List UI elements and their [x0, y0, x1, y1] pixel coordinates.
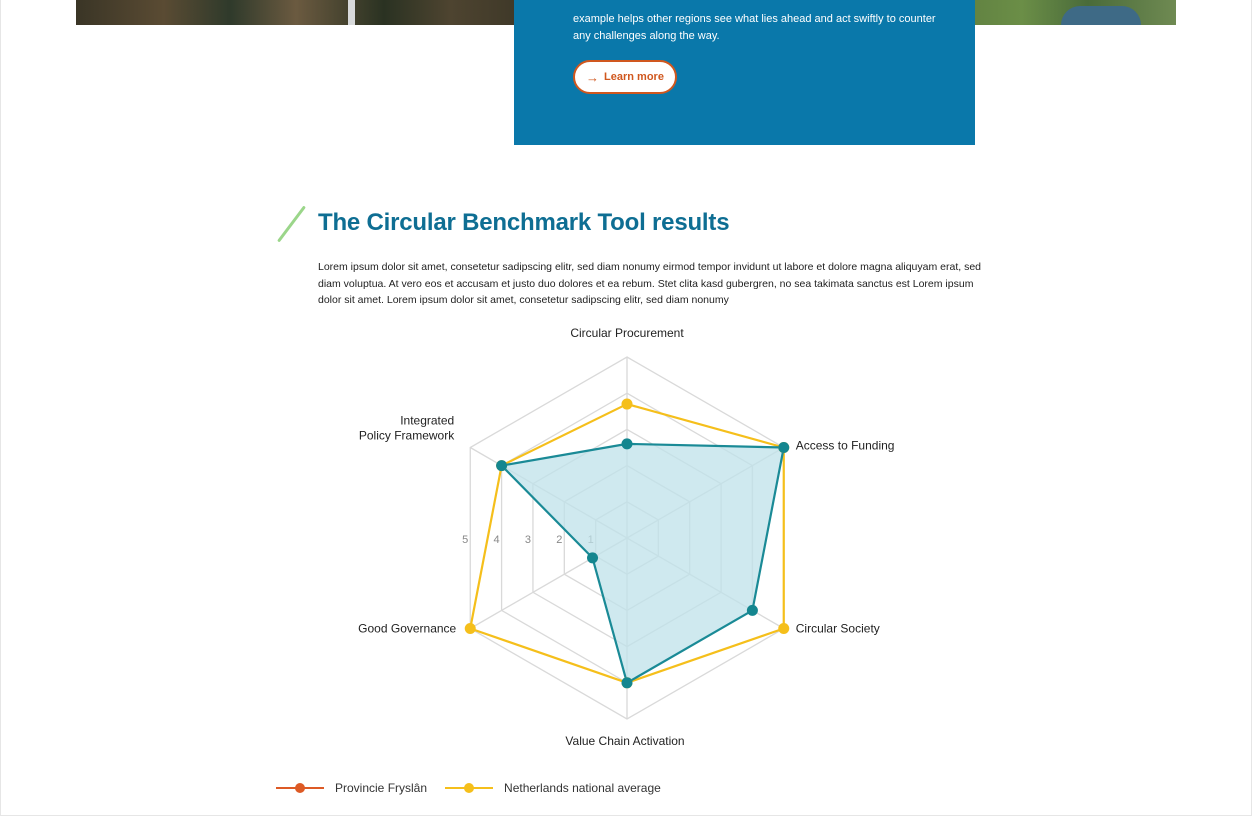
axis-label-2-0: Circular Society — [795, 621, 880, 636]
info-card-text: example helps other regions see what lies ahead and act swiftly to counter any challenges along the way. — [573, 13, 936, 42]
learn-more-label: Learn more — [604, 71, 664, 83]
scale-tick-3: 3 — [524, 534, 532, 546]
legend-dot-fryslan — [295, 783, 305, 793]
chart-legend — [276, 779, 679, 797]
scale-tick-4: 4 — [493, 534, 500, 546]
legend-swatch-fryslan — [276, 779, 324, 797]
scale-tick-2: 2 — [556, 534, 563, 546]
series-area-1 — [502, 444, 784, 683]
legend-swatch-netherlands — [445, 779, 493, 797]
series-1-point-0 — [622, 438, 633, 449]
section-body: Lorem ipsum dolor sit amet, consetetur sadipscing elitr, sed diam nonumy eirmod tempor invidunt ut labore et dolore magna aliquyam erat, sed diam voluptua. At vero eos et accusam et justo duo dolores et ea rebum. Stet clita kasd gubergren, no sea takimata sanctus est Lorem ipsum dolor sit amet. Lorem ipsum dolor sit amet, consetetur sadipscing elitr, sed diam nonumy — [318, 261, 982, 306]
series-1-point-3 — [622, 677, 633, 688]
series-1-point-1 — [778, 442, 789, 453]
series-1-point-4 — [587, 552, 598, 563]
section-title: The Circular Benchmark Tool results — [318, 209, 730, 236]
axis-label-4-0: Good Governance — [358, 621, 457, 636]
radar-series — [465, 399, 790, 689]
legend-label-fryslan: Provincie Fryslân — [335, 781, 428, 795]
scale-tick-5: 5 — [462, 534, 469, 546]
axis-label-5-1: Policy Framework — [358, 428, 455, 443]
axis-label-3-0: Value Chain Activation — [565, 734, 685, 748]
series-1-point-2 — [747, 605, 758, 616]
series-0-point-2 — [778, 623, 789, 634]
series-0-point-4 — [465, 623, 476, 634]
arrow-right-icon: → — [586, 69, 600, 85]
legend-item-netherlands[interactable] — [445, 779, 661, 797]
axis-label-1-0: Access to Funding — [795, 438, 895, 453]
axis-label-0-0: Circular Procurement — [570, 326, 684, 340]
series-1-point-5 — [496, 460, 507, 471]
series-0-point-0 — [622, 399, 633, 410]
axis-label-5-0: Integrated — [400, 413, 455, 428]
legend-item-fryslan[interactable] — [276, 779, 427, 797]
legend-label-netherlands: Netherlands national average — [504, 781, 661, 795]
legend-dot-netherlands — [464, 783, 474, 793]
